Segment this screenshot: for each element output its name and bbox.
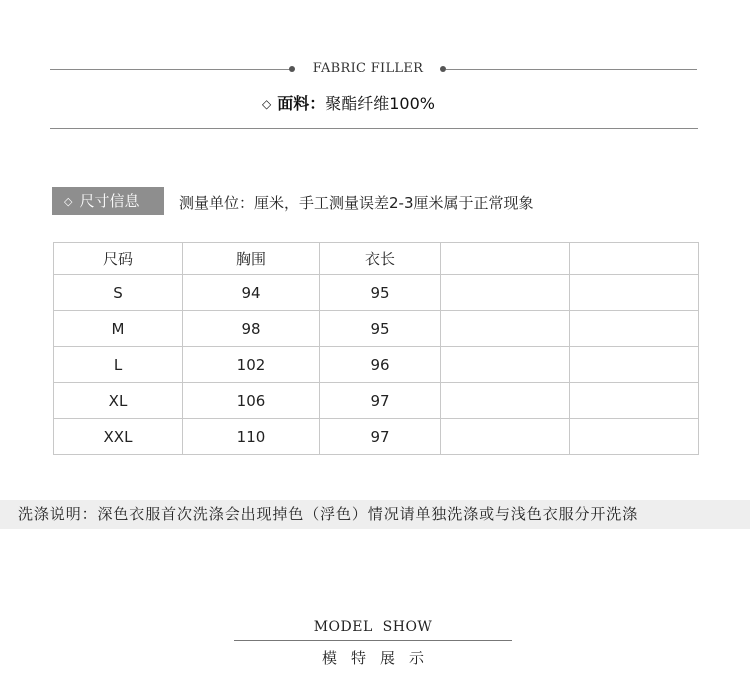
model-show-title: MODEL SHOW [313, 619, 433, 635]
header-empty-2 [570, 243, 699, 275]
header-empty-1 [441, 243, 570, 275]
cell-length: 96 [320, 347, 441, 383]
diamond-icon: ◇ [262, 97, 272, 111]
cell-empty [570, 347, 699, 383]
cell-empty [570, 311, 699, 347]
fabric-composition [262, 91, 435, 114]
diamond-icon: ◇ [64, 195, 73, 208]
model-show-divider [234, 640, 512, 641]
cell-length: 97 [320, 383, 441, 419]
header-size: 尺码 [54, 243, 183, 275]
cell-length: 95 [320, 311, 441, 347]
cell-size: XXL [54, 419, 183, 455]
cell-empty [441, 275, 570, 311]
table-header-row [54, 243, 699, 275]
fabric-dot-left [289, 66, 295, 72]
model-show-subtitle: 模特展示 [321, 649, 438, 667]
wash-instructions [0, 500, 750, 529]
cell-empty [570, 275, 699, 311]
measurement-note: 测量单位：厘米，手工测量误差2-3厘米属于正常现象 [179, 194, 534, 212]
cell-chest: 106 [183, 383, 320, 419]
cell-empty [441, 383, 570, 419]
size-info-tag [52, 187, 164, 215]
table-row [54, 275, 699, 311]
cell-chest: 102 [183, 347, 320, 383]
fabric-title: FABRIC FILLER [312, 61, 424, 76]
cell-size: S [54, 275, 183, 311]
table-row [54, 347, 699, 383]
cell-size: L [54, 347, 183, 383]
size-table [53, 242, 699, 455]
table-row [54, 419, 699, 455]
table-row [54, 311, 699, 347]
cell-length: 95 [320, 275, 441, 311]
header-length: 衣长 [320, 243, 441, 275]
fabric-divider-right [446, 69, 697, 70]
size-info-tag-label: 尺寸信息 [79, 192, 140, 210]
table-row [54, 383, 699, 419]
fabric-divider-left [50, 69, 290, 70]
cell-empty [441, 311, 570, 347]
cell-chest: 98 [183, 311, 320, 347]
cell-empty [570, 383, 699, 419]
cell-size: M [54, 311, 183, 347]
cell-length: 97 [320, 419, 441, 455]
fabric-value: 聚酯纤维100% [325, 94, 435, 113]
cell-chest: 94 [183, 275, 320, 311]
fabric-bottom-divider [50, 128, 698, 129]
wash-instructions-text: 洗涤说明：深色衣服首次洗涤会出现掉色（浮色）情况请单独洗涤或与浅色衣服分开洗涤 [18, 505, 639, 523]
fabric-label: 面料： [277, 94, 326, 113]
header-chest: 胸围 [183, 243, 320, 275]
cell-empty [570, 419, 699, 455]
cell-size: XL [54, 383, 183, 419]
cell-empty [441, 347, 570, 383]
cell-chest: 110 [183, 419, 320, 455]
cell-empty [441, 419, 570, 455]
